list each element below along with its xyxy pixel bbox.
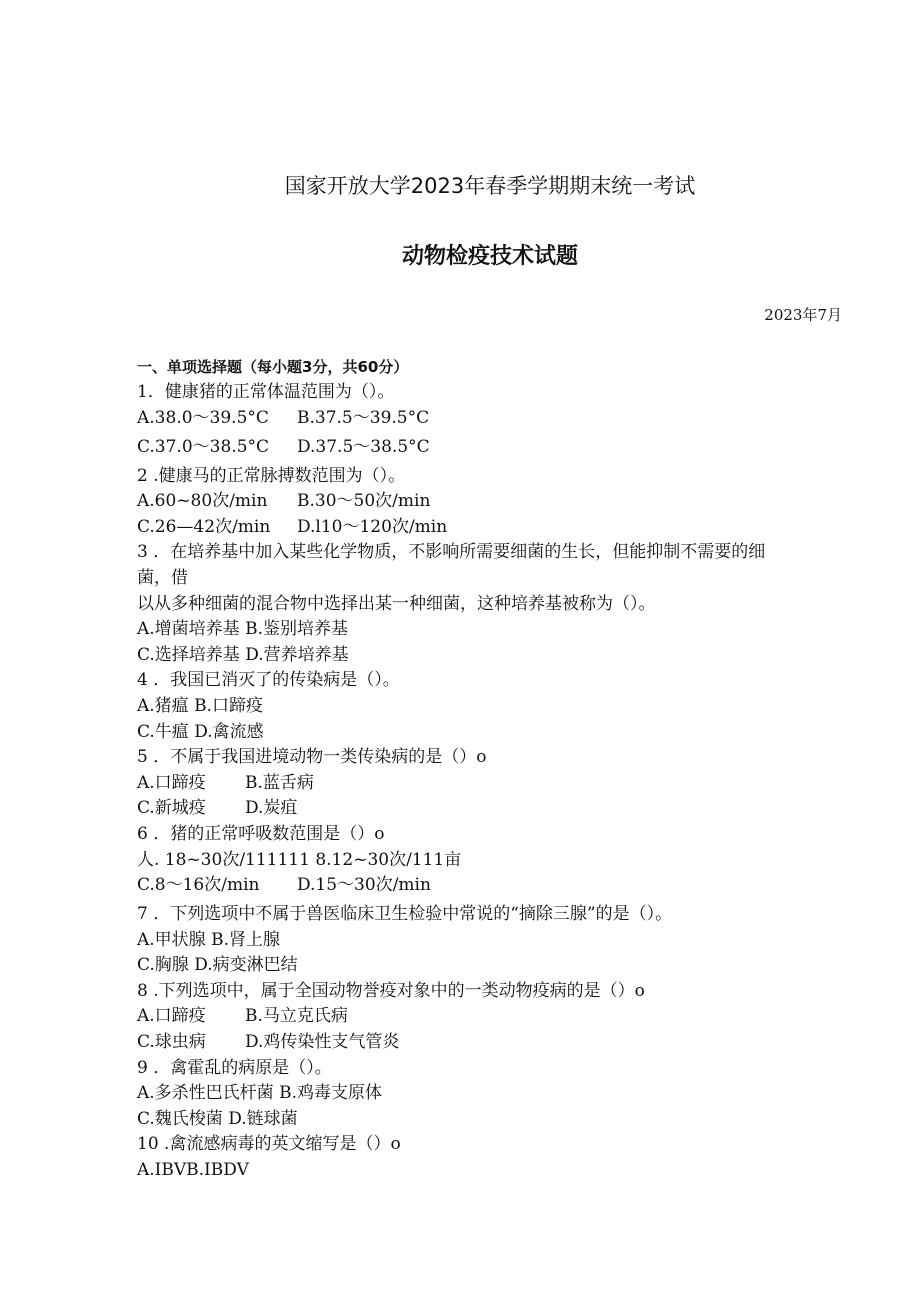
option-c: C.球虫病 xyxy=(137,1032,206,1053)
exam-title: 国家开放大学2023年春季学期期末统一考试 xyxy=(284,174,696,198)
option-d: D.炭疽 xyxy=(245,798,298,819)
option-line: A.猪瘟 B.口蹄疫 xyxy=(137,695,263,716)
option-row xyxy=(137,435,827,464)
option-row xyxy=(137,1030,827,1056)
option-line: A.多杀性巴氏杆菌 B.鸡毒支原体 xyxy=(137,1083,382,1104)
option-b: B.蓝舌病 xyxy=(245,772,314,793)
option-row xyxy=(137,406,827,435)
option-c: C.8～16次/min xyxy=(137,875,260,896)
question-stem: 9 ．禽霍乱的病原是（）。 xyxy=(137,1057,332,1078)
option-line: C.牛瘟 D.禽流感 xyxy=(137,721,264,742)
option-row xyxy=(137,515,827,541)
question-list xyxy=(137,380,827,1184)
option-line: A.增菌培养基 B.鉴别培养基 xyxy=(137,619,348,640)
option-line: C.选择培养基 D.营养培养基 xyxy=(137,644,349,665)
option-b: B.马立克氏病 xyxy=(245,1006,348,1027)
question-stem: 8 .下列选项中，属于全国动物誉疫对象中的一类动物疫病的是（）o xyxy=(137,980,645,1001)
option-row xyxy=(137,873,827,902)
option-d: D.37.5～38.5°C xyxy=(297,436,430,457)
option-b: B.30～50次/min xyxy=(297,491,431,512)
question-stem: 6 ．猪的正常呼吸数范围是（）o xyxy=(137,823,385,844)
question-stem: 10 .禽流感病毒的英文缩写是（）o xyxy=(137,1134,401,1155)
question-stem: 3 ．在培养基中加入某些化学物质，不影响所需要细菌的生长，但能抑制不需要的细 xyxy=(137,542,766,563)
option-a: A.38.0～39.5°C xyxy=(137,407,269,428)
option-line: 人. 18~30次/111111 8.12~30次/111亩 xyxy=(137,849,462,870)
option-row xyxy=(137,1004,827,1030)
option-a: A.口蹄疫 xyxy=(137,772,206,793)
question-stem: 4 ．我国已消灭了的传染病是（）。 xyxy=(137,670,400,691)
option-row xyxy=(137,489,827,515)
section-heading: 一、单项选择题（每小题3分，共60分） xyxy=(137,358,409,376)
question-stem-continued: 以从多种细菌的混合物中选择出某一种细菌，这种培养基被称为（）。 xyxy=(137,593,656,614)
option-a: A.口蹄疫 xyxy=(137,1006,206,1027)
exam-date: 2023年7月 xyxy=(764,306,842,324)
option-d: D.15～30次/min xyxy=(297,875,431,896)
question-stem: 5 ．不属于我国进境动物一类传染病的是（）o xyxy=(137,747,487,768)
option-row xyxy=(137,796,827,822)
subject-title: 动物检疫技术试题 xyxy=(401,244,578,269)
option-d: D.鸡传染性支气管炎 xyxy=(245,1032,400,1053)
option-c: C.新城疫 xyxy=(137,798,206,819)
question-stem: 2 .健康马的正常脉搏数范围为（）。 xyxy=(137,465,406,486)
option-c: C.37.0～38.5°C xyxy=(137,436,270,457)
question-stem: 7 ．下列选项中不属于兽医临床卫生检验中常说的“摘除三腺”的是（）。 xyxy=(137,904,673,925)
option-d: D.l10～120次/min xyxy=(297,516,448,537)
option-line: A.甲状腺 B.肾上腺 xyxy=(137,929,280,950)
option-line: A.IBVB.IBDV xyxy=(137,1160,249,1181)
option-b: B.37.5～39.5°C xyxy=(297,407,430,428)
option-a: A.60~80次/min xyxy=(137,491,268,512)
option-c: C.26—42次/min xyxy=(137,516,271,537)
question-stem-continued: 菌，借 xyxy=(137,567,188,588)
option-line: C.胸腺 D.病变淋巴结 xyxy=(137,955,298,976)
option-line: C.魏氏梭菌 D.链球菌 xyxy=(137,1108,298,1129)
question-stem: 1．健康猪的正常体温范围为（）。 xyxy=(137,382,395,402)
option-row xyxy=(137,771,827,797)
